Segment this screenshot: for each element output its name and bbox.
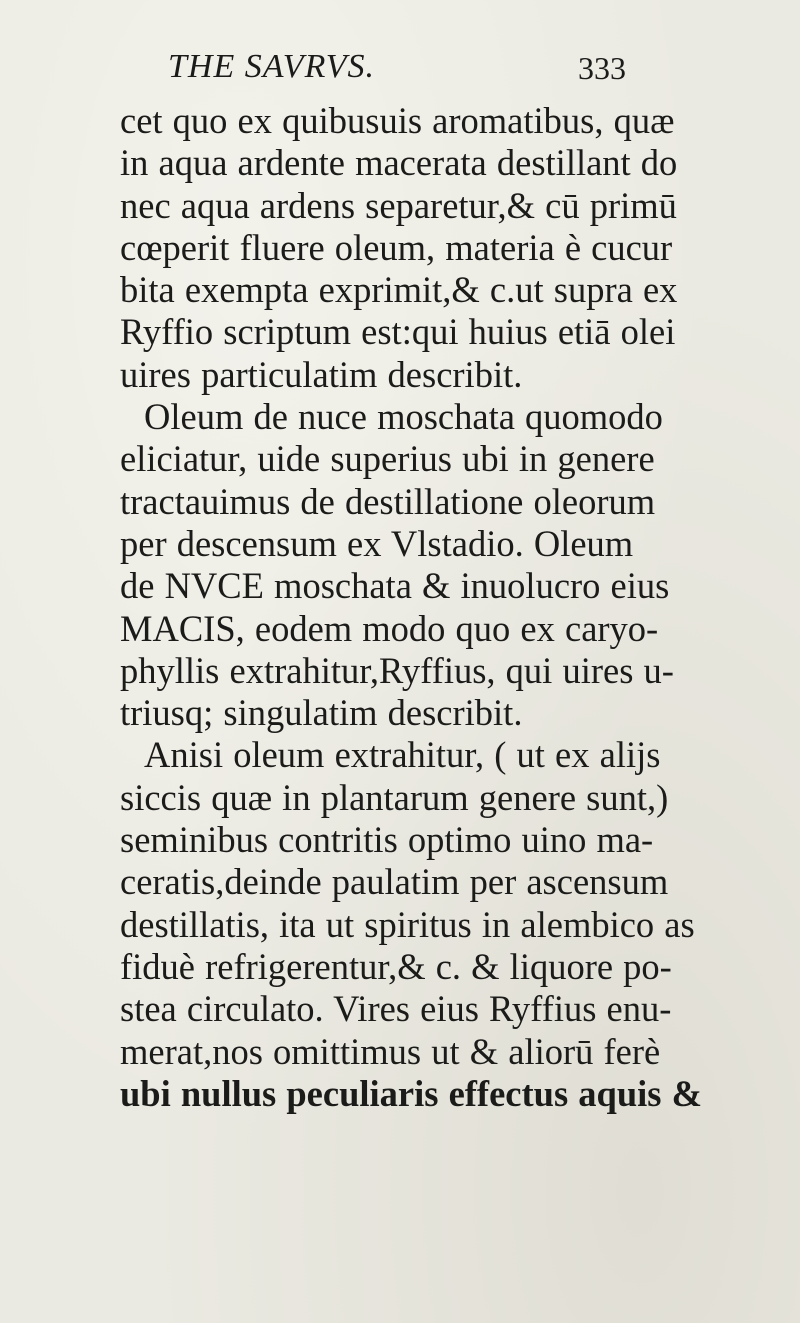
text-line: uires particulatim describit.	[120, 353, 523, 395]
paragraph-start-line: Anisi oleum extrahitur, ( ut ex alijs	[144, 734, 661, 776]
text-line: stea circulato. Vires eius Ryffius enu-	[120, 988, 672, 1030]
text-line: MACIS, eodem modo quo ex caryo-	[120, 607, 659, 649]
text-line: destillatis, ita ut spiritus in alembico as	[120, 903, 695, 945]
text-line: Ryffio scriptum est:qui huius etiā olei	[120, 311, 676, 353]
text-line: ceratis,deinde paulatim per ascensum	[120, 861, 669, 903]
text-line: ubi nullus peculiaris effectus aquis &	[120, 1072, 702, 1114]
page-header	[0, 48, 800, 92]
text-line: seminibus contritis optimo uino ma-	[120, 819, 654, 861]
text-line: triusq; singulatim describit.	[120, 692, 523, 734]
text-line: bita exempta exprimit,& c.ut supra ex	[120, 269, 678, 311]
page-number: 333	[578, 50, 626, 86]
text-line: fiduè refrigerentur,& c. & liquore po-	[120, 945, 672, 987]
text-line: merat,nos omittimus ut & aliorū ferè	[120, 1030, 661, 1072]
text-line: per descensum ex Vlstadio. Oleum	[120, 522, 634, 564]
text-line: cet quo ex quibusuis aromatibus, quæ	[120, 100, 675, 141]
body-text	[120, 100, 702, 1115]
paragraph-start-line: Oleum de nuce moschata quomodo	[144, 396, 663, 438]
text-line: nec aqua ardens separetur,& cū primū	[120, 184, 677, 226]
text-line: eliciatur, uide superius ubi in genere	[120, 438, 655, 480]
text-line: de NVCE moschata & inuolucro eius	[120, 565, 670, 607]
running-title: THE SAVRVS.	[168, 48, 375, 85]
text-line: tractauimus de destillatione oleorum	[120, 480, 656, 522]
text-line: in aqua ardente macerata destillant do	[120, 142, 678, 184]
text-line: cœperit fluere oleum, materia è cucur	[120, 226, 673, 268]
text-line: phyllis extrahitur,Ryffius, qui uires u-	[120, 649, 674, 691]
text-line: siccis quæ in plantarum genere sunt,)	[120, 776, 669, 818]
